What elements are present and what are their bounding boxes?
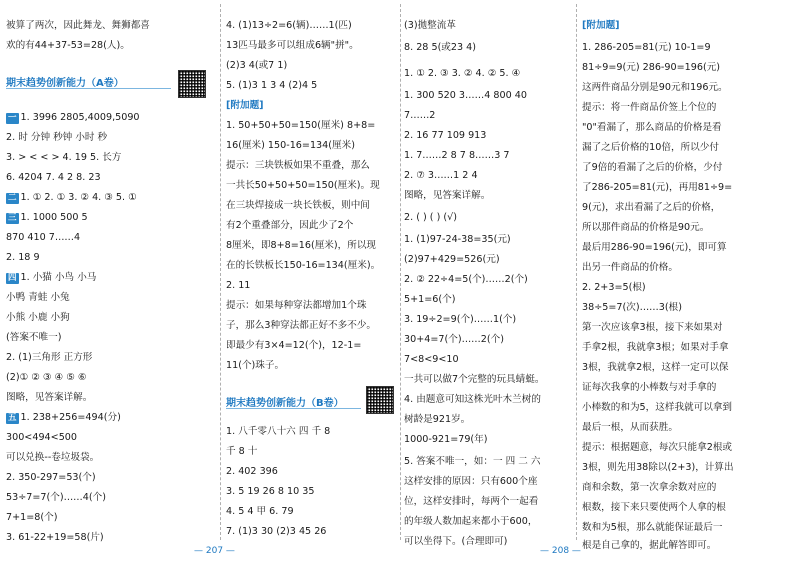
text-line: 8厘米，即8+8=16(厘米)，所以现 xyxy=(226,240,377,251)
text-line: "0"看漏了，那么商品的价格是看 xyxy=(582,122,722,133)
qr-code xyxy=(366,386,394,414)
text-line: 四 1. 小猫 小鸟 小马 xyxy=(8,272,97,283)
heading-underline xyxy=(226,408,361,409)
text-line: (2)97+429=526(元) xyxy=(404,254,500,265)
text-line: 5. 答案不唯一，如：一 四 二 六 xyxy=(404,456,541,467)
text-line: 2. ( ) ( ) (√) xyxy=(404,212,457,223)
text-line: 870 410 7……4 xyxy=(6,232,81,243)
text-line: 一 1. 3996 2805,4009,5090 xyxy=(8,112,140,123)
section-badge: 五 xyxy=(8,413,17,423)
text-line: 1. ① 2. ③ 3. ② 4. ② 5. ④ xyxy=(404,68,521,79)
text-line: 位，这样安排时，每两个一起看 xyxy=(404,496,539,507)
text-line: 子，那么3种穿法都正好不多不少。 xyxy=(226,320,377,331)
text-line: 2. ⑦ 3……1 2 4 xyxy=(404,170,478,181)
qr-code xyxy=(178,70,206,98)
text-line: 3根，我就拿2根，这样一定可以保 xyxy=(582,362,729,373)
text-line: 小熊 小鹿 小狗 xyxy=(6,312,70,323)
text-line: 9(元)，求出看漏了之后的价格， xyxy=(582,202,721,213)
text-line: 提示：三块铁板如果不重叠，那么 xyxy=(226,160,370,171)
column-divider xyxy=(400,4,401,540)
section-heading-a: 期末趋势创新能力（A卷） xyxy=(6,78,124,89)
text-line: 提示：根据题意，每次只能拿2根或 xyxy=(582,442,733,453)
text-line: 树龄是921岁。 xyxy=(404,414,471,425)
text-line: 二 1. ① 2. ① 3. ② 4. ③ 5. ① xyxy=(8,192,137,203)
text-line: 8. 28 5(或23 4) xyxy=(404,42,477,53)
text-line: 这两件商品分别是90元和196元。 xyxy=(582,82,728,93)
text-line: 可以坐得下。(合理即可) xyxy=(404,536,508,547)
text-line: 4. (1)13÷2=6(辆)……1(匹) xyxy=(226,20,352,31)
text-line: 2. ② 22÷4=5(个)……2(个) xyxy=(404,274,528,285)
text-line: 1. (1)97-24-38=35(元) xyxy=(404,234,511,245)
text-line: 13匹马最多可以组成6辆"拼"。 xyxy=(226,40,359,51)
text-line: 的年级人数加起来都小于600， xyxy=(404,516,538,527)
text-line: 一共可以做7个完整的玩具蜻蜓。 xyxy=(404,374,545,385)
text-line: 这样安排的原因：只有600个座 xyxy=(404,476,538,487)
text-line: 欢的有44+37-53=28(人)。 xyxy=(6,40,130,51)
text-line: 4. 5 4 甲 6. 79 xyxy=(226,506,294,517)
text-line: 在三块焊接成一块长铁板，则中间 xyxy=(226,200,370,211)
text-line: 证每次我拿的小棒数与对手拿的 xyxy=(582,382,717,393)
column-divider xyxy=(220,4,221,540)
text-line: 五 1. 238+256=494(分) xyxy=(8,412,121,423)
section-heading-b: 期末趋势创新能力（B卷） xyxy=(226,398,344,409)
text-line: (答案不唯一) xyxy=(6,332,62,343)
text-line: 38÷5=7(次)……3(根) xyxy=(582,302,682,313)
text-line: (2)3 4(或7 1) xyxy=(226,60,288,71)
text-line: 5+1=6(个) xyxy=(404,294,456,305)
text-line: 2. 11 xyxy=(226,280,251,291)
text-line: 小棒数的和为5，这样我就可以拿到 xyxy=(582,402,733,413)
text-line: 第一次应该拿3根，接下来如果对 xyxy=(582,322,723,333)
text-line: 4. 由题意可知这株光叶木兰树的 xyxy=(404,394,541,405)
text-line: 三 1. 1000 500 5 xyxy=(8,212,88,223)
text-line: 2. 2+3=5(根) xyxy=(582,282,646,293)
section-badge: 一 xyxy=(8,113,17,123)
text-line: 1. 286-205=81(元) 10-1=9 xyxy=(582,42,711,53)
text-line: 漏了之后价格的10倍，所以少付 xyxy=(582,142,719,153)
text-line: 了9倍的看漏了之后的价格，少付 xyxy=(582,162,723,173)
text-line: 根是自己拿的，据此解答即可。 xyxy=(582,540,717,551)
text-line: 7<8<9<10 xyxy=(404,354,459,365)
text-line: 图略，见答案详解。 xyxy=(6,392,93,403)
heading-underline xyxy=(6,88,171,89)
text-line: 6. 4204 7. 4 2 8. 23 xyxy=(6,172,101,183)
text-line: 小鸭 青蛙 小兔 xyxy=(6,292,70,303)
text-line: 1. 八千零八十六 四 千 8 xyxy=(226,426,331,437)
text-line: 可以兑换--卷垃圾袋。 xyxy=(6,452,100,463)
section-badge: 二 xyxy=(8,193,17,203)
text-line: 5. (1)3 1 3 4 (2)4 5 xyxy=(226,80,318,91)
page-number: — 207 — xyxy=(194,546,235,556)
text-line: 300<494<500 xyxy=(6,432,78,443)
text-line: 2. 402 396 xyxy=(226,466,278,477)
column-divider xyxy=(576,4,577,540)
extra-heading: [附加题] xyxy=(226,100,264,111)
text-line: 了286-205=81(元)，再用81÷9= xyxy=(582,182,733,193)
text-line: (3)拋整流革 xyxy=(404,20,456,31)
text-line: 手拿2根，我就拿3根；如果对手拿 xyxy=(582,342,729,353)
section-badge: 四 xyxy=(8,273,17,283)
section-badge: 三 xyxy=(8,213,17,223)
text-line: 11(个)珠子。 xyxy=(226,360,285,371)
text-line: 2. 350-297=53(个) xyxy=(6,472,96,483)
text-line: 提示：将一件商品价签上个位的 xyxy=(582,102,717,113)
page-number: — 208 — xyxy=(540,546,581,556)
text-line: 一共长50+50+50=150(厘米)。现 xyxy=(226,180,380,191)
text-line: 7. (1)3 30 (2)3 45 26 xyxy=(226,526,327,537)
text-line: 3. > < < > 4. 19 5. 长方 xyxy=(6,152,122,163)
text-line: 2. 18 9 xyxy=(6,252,40,263)
text-line: 提示：如果每种穿法都增加1个珠 xyxy=(226,300,367,311)
text-line: 千 8 十 xyxy=(226,446,258,457)
text-line: 81÷9=9(元) 286-90=196(元) xyxy=(582,62,721,73)
text-line: 7+1=8(个) xyxy=(6,512,58,523)
text-line: 30+4=7(个)……2(个) xyxy=(404,334,504,345)
text-line: 商和余数，第一次拿余数对应的 xyxy=(582,482,717,493)
text-line: 数和为5根，那么就能保证最后一 xyxy=(582,522,723,533)
text-line: 3. 19÷2=9(个)……1(个) xyxy=(404,314,517,325)
text-line: 53÷7=7(个)……4(个) xyxy=(6,492,106,503)
text-line: 1. 50+50+50=150(厘米) 8+8= xyxy=(226,120,376,131)
text-line: 在的长铁板长150-16=134(厘米)。 xyxy=(226,260,381,271)
text-line: 最后用286-90=196(元)，即可算 xyxy=(582,242,727,253)
text-line: 1000-921=79(年) xyxy=(404,434,488,445)
text-line: 所以那件商品的价格是90元。 xyxy=(582,222,710,233)
text-line: 根数，接下来只要使两个人拿的根 xyxy=(582,502,726,513)
text-line: 7……2 xyxy=(404,110,436,121)
text-line: 被算了两次，因此舞龙、舞狮都喜 xyxy=(6,20,150,31)
text-line: 2. 16 77 109 913 xyxy=(404,130,487,141)
text-line: 图略，见答案详解。 xyxy=(404,190,491,201)
text-line: 出另一件商品的价格。 xyxy=(582,262,678,273)
text-line: 3根，则先用38除以(2+3)，计算出 xyxy=(582,462,734,473)
text-line: 1. 300 520 3……4 800 40 xyxy=(404,90,527,101)
text-line: 1. 7……2 8 7 8……3 7 xyxy=(404,150,510,161)
text-line: 3. 5 19 26 8 10 35 xyxy=(226,486,315,497)
text-line: 最后一根，从而获胜。 xyxy=(582,422,678,433)
text-line: 即最少有3×4=12(个)，12-1= xyxy=(226,340,362,351)
text-line: 有2个重叠部分，因此少了2个 xyxy=(226,220,354,231)
text-line: 2. (1)三角形 正方形 xyxy=(6,352,93,363)
text-line: (2)① ② ③ ④ ⑤ ⑥ xyxy=(6,372,87,383)
text-line: 3. 61-22+19=58(片) xyxy=(6,532,104,543)
text-line: 16(厘米) 150-16=134(厘米) xyxy=(226,140,355,151)
extra-heading: [附加题] xyxy=(582,20,620,31)
text-line: 2. 时 分钟 秒钟 小时 秒 xyxy=(6,132,108,143)
